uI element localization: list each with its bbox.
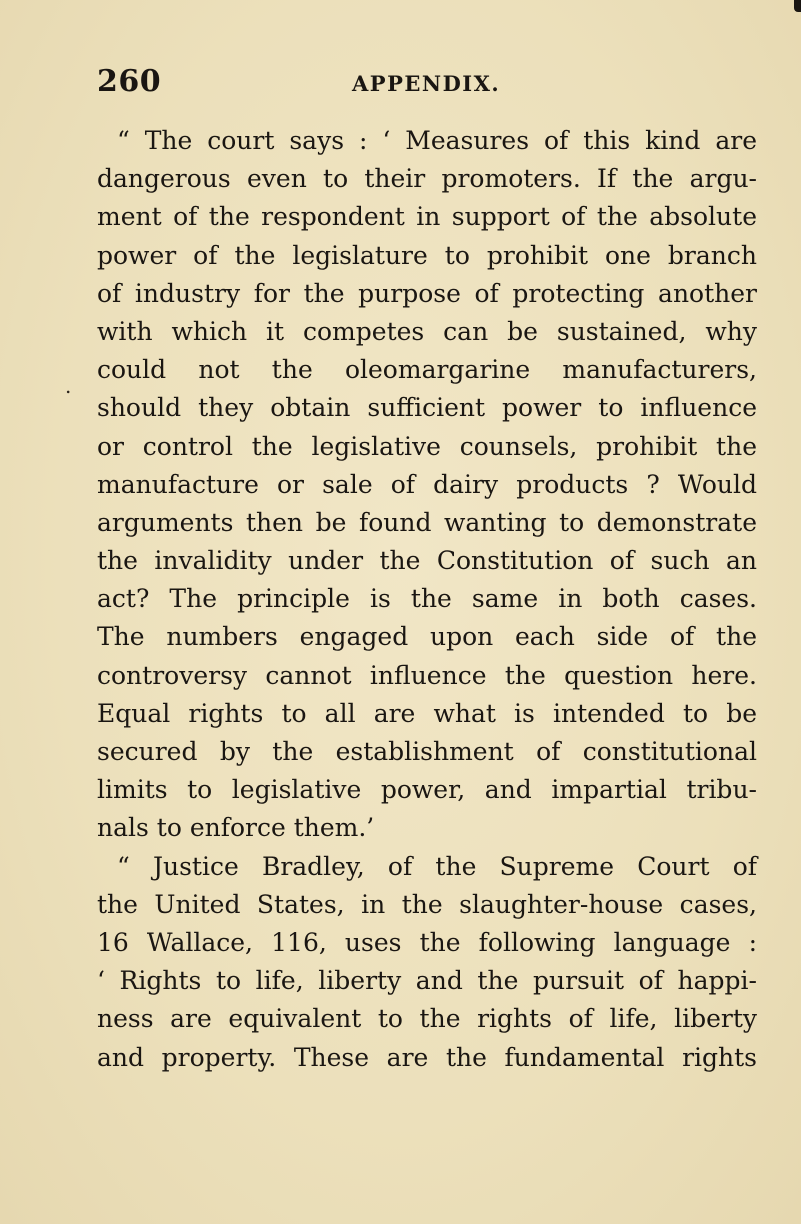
text-line: arguments then be found wanting to demonstrate	[97, 507, 757, 537]
page-number: 260	[97, 64, 162, 99]
text-line: of industry for the purpose of protecting another	[97, 278, 757, 308]
text-line: power of the legislature to prohibit one branch	[97, 240, 757, 270]
text-line: the United States, in the slaughter-house cases,	[97, 889, 757, 919]
running-head: APPENDIX.	[352, 71, 501, 96]
text-line: limits to legislative power, and impartial tribu-	[97, 775, 757, 805]
text-line: The numbers engaged upon each side of the	[97, 622, 757, 652]
text-line: with which it competes can be sustained, why	[97, 316, 757, 346]
text-line: ‘ Rights to life, liberty and the pursuit of happi-	[97, 966, 757, 996]
text-line: dangerous even to their promoters. If the argu-	[97, 164, 757, 194]
text-line: could not the oleomargarine manufacturers,	[97, 355, 757, 385]
text-line: should they obtain sufficient power to influence	[97, 393, 757, 423]
text-line: manufacture or sale of dairy products ? Would	[97, 469, 757, 499]
text-line: and property. These are the fundamental rights	[97, 1042, 757, 1072]
text-line: Equal rights to all are what is intended to be	[97, 698, 757, 728]
page-edge-mark	[794, 0, 801, 12]
page-header	[97, 64, 737, 104]
body-text	[97, 122, 757, 1077]
text-line: nals to enforce them.’	[97, 813, 375, 843]
margin-mark: .	[65, 374, 72, 398]
text-line: “ The court says : ‘ Measures of this kind are	[117, 126, 757, 155]
text-line: ment of the respondent in support of the absolute	[97, 202, 757, 232]
text-line: the invalidity under the Constitution of such an	[97, 546, 757, 576]
text-line: “ Justice Bradley, of the Supreme Court of	[117, 851, 757, 881]
text-line: or control the legislative counsels, prohibit the	[97, 431, 757, 461]
text-line: controversy cannot influence the question here.	[97, 660, 757, 690]
text-line: act? The principle is the same in both cases.	[97, 584, 757, 614]
text-line: secured by the establishment of constitutional	[97, 737, 757, 766]
text-line: ness are equivalent to the rights of life, liberty	[97, 1004, 757, 1034]
text-line: 16 Wallace, 116, uses the following language :	[97, 927, 757, 957]
